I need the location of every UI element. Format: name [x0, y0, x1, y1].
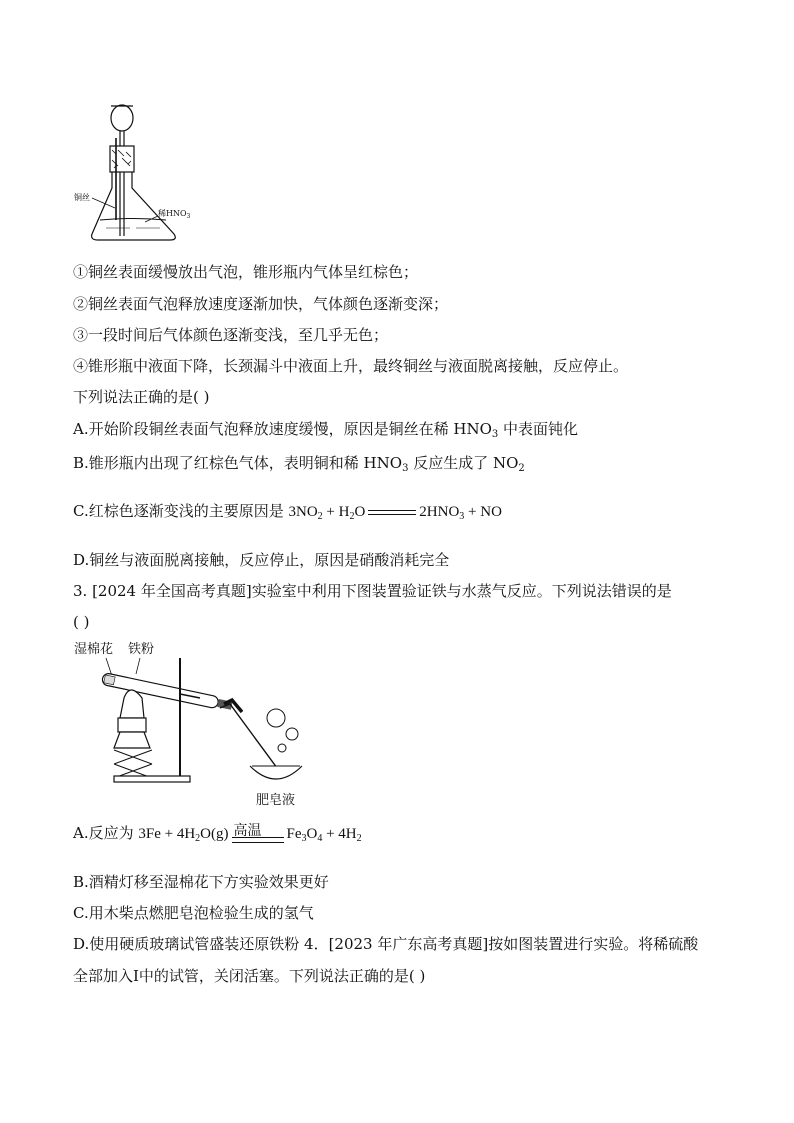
observation-1: ①铜丝表面缓慢放出气泡，锥形瓶内气体呈红棕色； [73, 263, 419, 281]
question-3-stem-line-1: 3. [2024 年全国高考真题]实验室中利用下图装置验证铁与水蒸气反应。下列说法错误的是 [73, 582, 672, 600]
copper-wire-label: 铜丝 [74, 193, 90, 202]
reaction-condition: 高温 [232, 820, 284, 850]
question-3-option-b: B.酒精灯移至湿棉花下方实验效果更好 [73, 873, 329, 891]
question-3-stem-line-2: ( ) [73, 613, 90, 631]
question-2-option-b: B.锥形瓶内出现了红棕色气体，表明铜和稀 $HNO_3$ 反应生成了 $NO_2$ [73, 454, 525, 474]
wet-cotton-label: 湿棉花 [74, 642, 114, 657]
observation-4: ④锥形瓶中液面下降，长颈漏斗中液面上升，最终铜丝与液面脱离接触，反应停止。 [73, 357, 629, 375]
dilute-nitric-acid-label: 稀$HNO_3$ [158, 209, 191, 220]
question-2-option-c: C.红棕色逐渐变浅的主要原因是 $3NO_2 + H_2O$ $2HNO_3$ + NO [73, 502, 502, 522]
question-4-stem-line-2: 全部加入Ⅰ中的试管，关闭活塞。下列说法正确的是( ) [73, 967, 426, 985]
question-3-option-c: C.用木柴点燃肥皂泡检验生成的氢气 [73, 904, 314, 922]
question-3-option-d: D.使用硬质玻璃试管盛装还原铁粉 4．[2023 年广东高考真题]按如图装置进行实验。将稀硫酸 [73, 935, 699, 953]
flask-apparatus-figure [70, 98, 210, 248]
equals-sign [368, 508, 416, 518]
iron-powder-label: 铁粉 [128, 642, 155, 657]
question-2-option-a: A.开始阶段铜丝表面气泡释放速度缓慢，原因是铜丝在稀 $HNO_3$ 中表面钝化 [73, 420, 579, 440]
iron-steam-apparatus-figure [70, 638, 320, 810]
soap-solution-label: 肥皂液 [256, 793, 296, 808]
observation-2: ②铜丝表面气泡释放速度逐渐加快，气体颜色逐渐变深； [73, 295, 449, 313]
observation-3: ③一段时间后气体颜色逐渐变浅，至几乎无色； [73, 326, 389, 344]
question-2-option-d: D.铜丝与液面脱离接触，反应停止，原因是硝酸消耗完全 [73, 551, 450, 569]
question-3-option-a: A.反应为 $3Fe + 4H_2O(g)$ 高温 $Fe_3O_4 + 4H_2$ [73, 818, 362, 850]
question-2-stem: 下列说法正确的是( ) [73, 388, 210, 406]
